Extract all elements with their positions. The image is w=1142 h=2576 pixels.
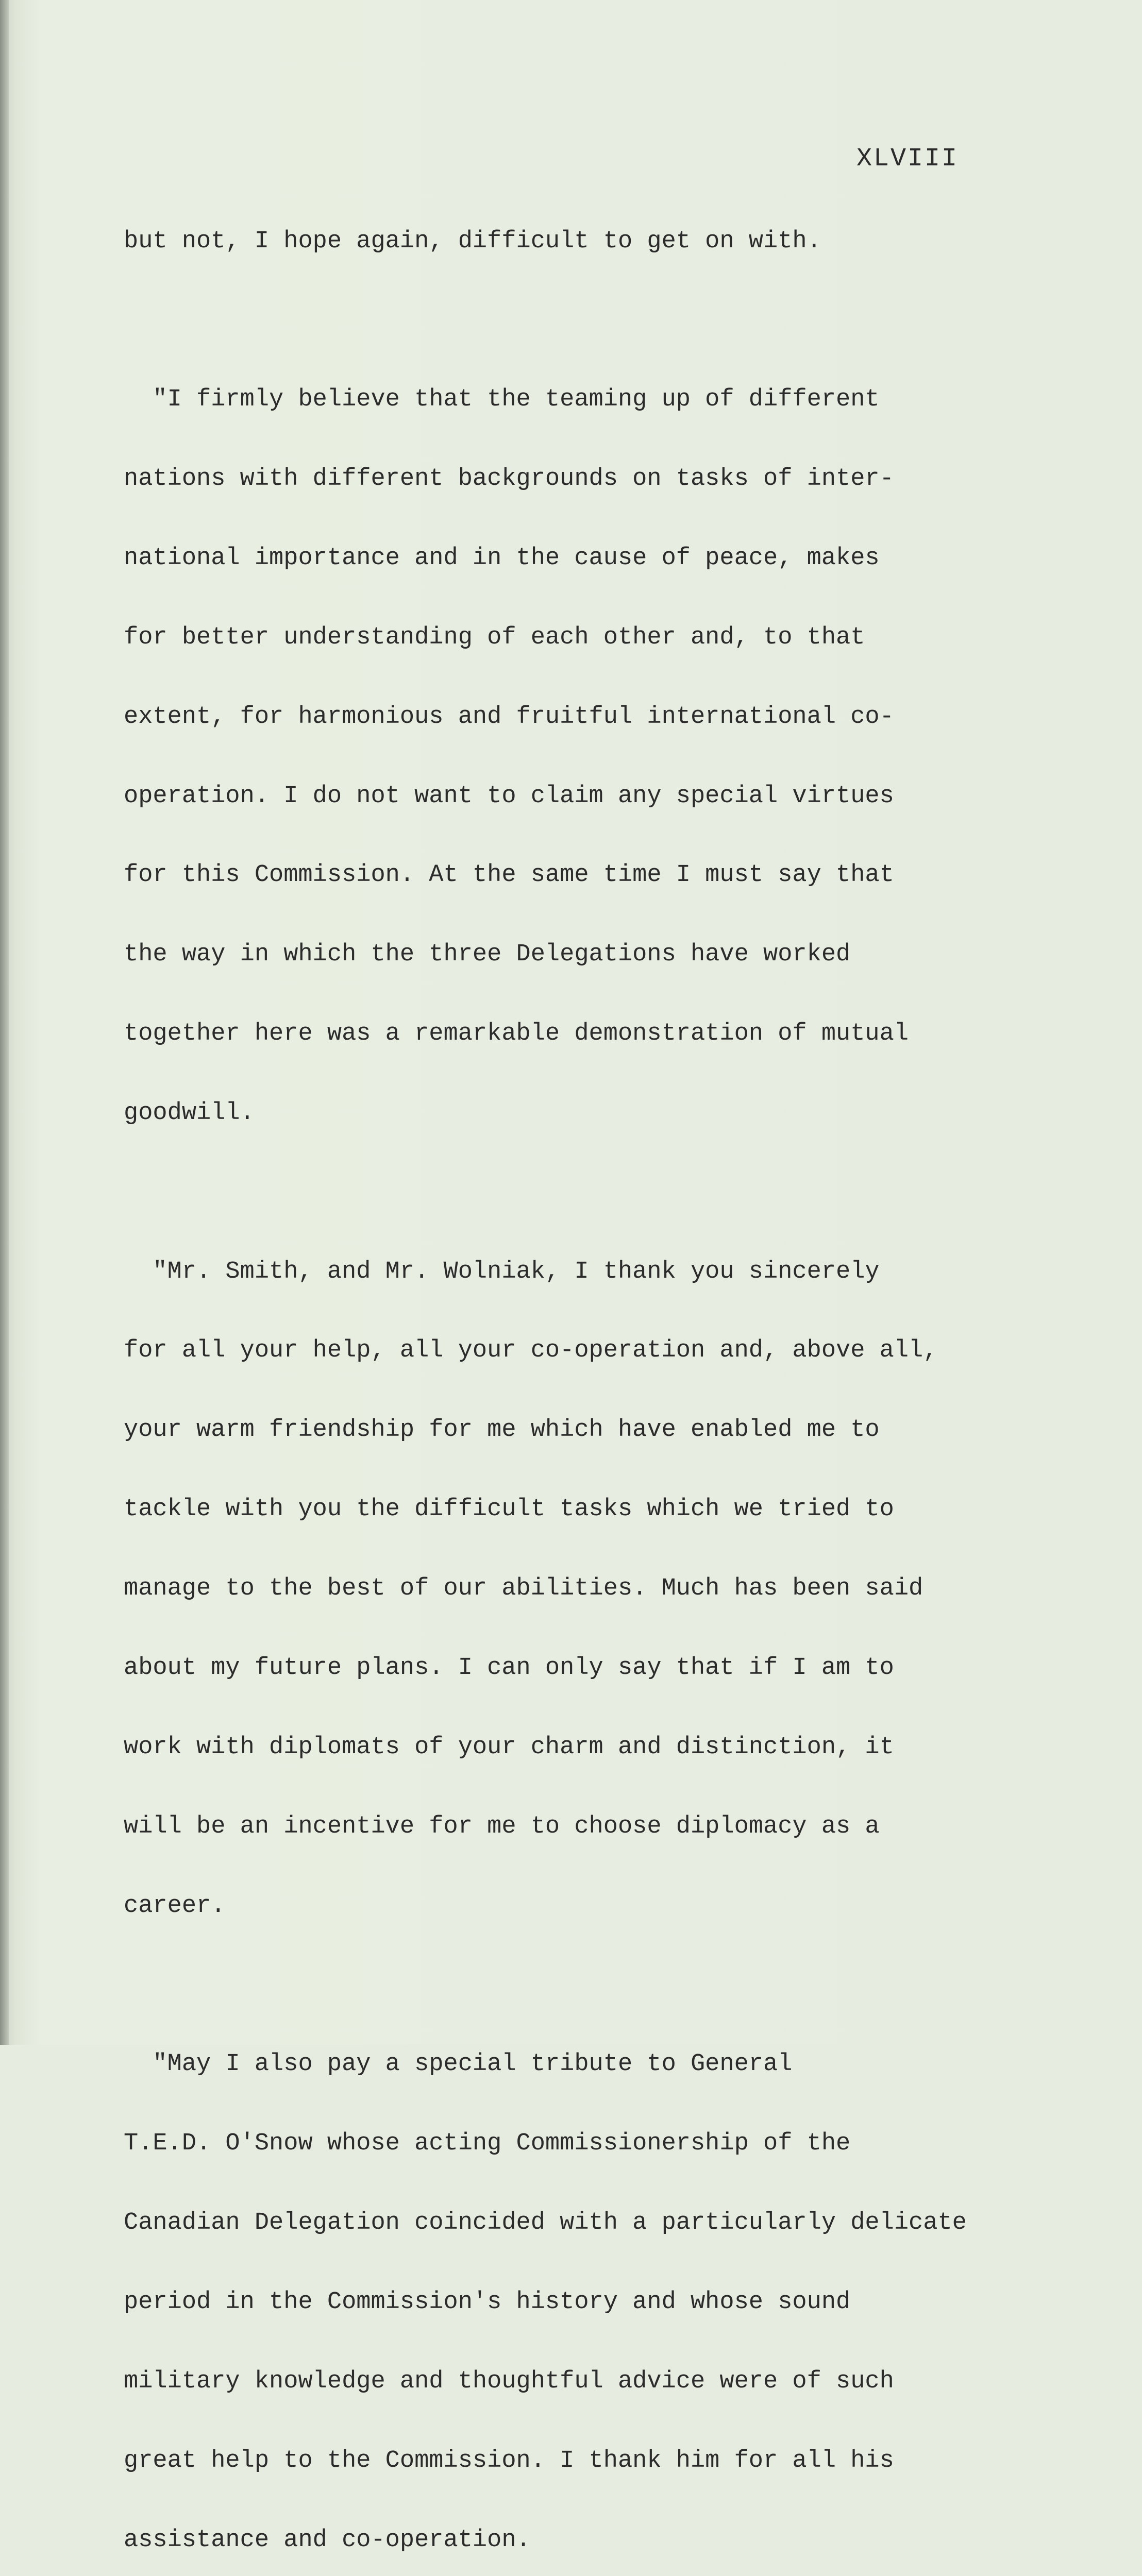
body-text: [124, 175, 1031, 2576]
page-number: XLVIII: [856, 144, 959, 174]
text-line: about my future plans. I can only say that if I am to: [124, 1654, 894, 1682]
paragraph: [124, 175, 1031, 307]
text-line: tackle with you the difficult tasks which we tried to: [124, 1496, 894, 1523]
text-line: but not, I hope again, difficult to get on with.: [124, 227, 821, 255]
text-line: "May I also pay a special tribute to General: [124, 2050, 793, 2078]
text-line: goodwill.: [124, 1099, 255, 1127]
text-line: your warm friendship for me which have enabled me to: [124, 1416, 880, 1444]
text-line: the way in which the three Delegations have worked: [124, 941, 851, 969]
paragraph: [124, 1998, 1031, 2576]
text-line: "Mr. Smith, and Mr. Wolniak, I thank you sincerely: [124, 1258, 880, 1285]
text-line: operation. I do not want to claim any special virtues: [124, 782, 894, 810]
text-line: Canadian Delegation coincided with a particularly delicate: [124, 2209, 967, 2236]
text-line: work with diplomats of your charm and distinction, it: [124, 1733, 894, 1761]
text-line: extent, for harmonious and fruitful international co-: [124, 703, 894, 731]
text-line: for all your help, all your co-operation and, above all,: [124, 1337, 938, 1365]
text-line: for better understanding of each other and, to that: [124, 623, 865, 651]
text-line: military knowledge and thoughtful advice were of such: [124, 2367, 894, 2395]
paragraph: [124, 333, 1031, 1179]
text-line: period in the Commission's history and whose sound: [124, 2288, 851, 2316]
text-line: for this Commission. At the same time I must say that: [124, 861, 894, 889]
text-line: manage to the best of our abilities. Much has been said: [124, 1575, 923, 1603]
page-left-edge: [0, 0, 9, 2045]
text-line: nations with different backgrounds on tasks of inter-: [124, 465, 894, 493]
text-line: assistance and co-operation.: [124, 2526, 531, 2554]
text-line: together here was a remarkable demonstration of mutual: [124, 1020, 909, 1048]
paragraph: [124, 1206, 1031, 1972]
text-line: great help to the Commission. I thank him for all his: [124, 2447, 894, 2475]
text-line: "I firmly believe that the teaming up of different: [124, 386, 880, 414]
text-line: career.: [124, 1892, 226, 1920]
text-line: national importance and in the cause of peace, makes: [124, 544, 880, 572]
text-line: T.E.D. O'Snow whose acting Commissionership of the: [124, 2130, 851, 2158]
text-line: will be an incentive for me to choose diplomacy as a: [124, 1812, 880, 1840]
